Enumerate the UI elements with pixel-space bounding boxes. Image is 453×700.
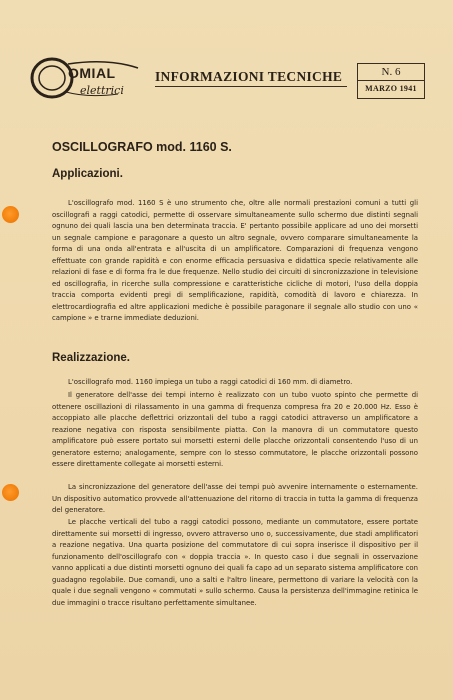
document-title: OSCILLOGRAFO mod. 1160 S.: [52, 140, 232, 154]
logo-subtitle: elettrici: [80, 84, 124, 97]
paragraph: L'oscillografo mod. 1160 S è uno strumento che, oltre alle normali prestazioni comuni a tutti gli oscillografi a raggi catodici, permette di osservare simultaneamente sullo schermo due distinti segnali ognuno dei quali lascia una ben determinata traccia. E' pertanto possibile applicare ad uno dei morsetti un segnale campione e paragonare a questo un altro segnale, ovvero comparare simultaneamente la forma di una onda all'entrata e all'uscita di un amplificatore. Comparazioni di frequenza vengono effettuate con grande rapidità e con enorme efficacia persuasiva e didattica specie relativamente alle relazioni di fase e di forma fra le due frequenze. Nello studio dei circuiti di sincronizzazione in televisione ed oscillografia, in ricerche sulla compressione e caratteristiche cicliche di motori, l'uso della doppia traccia comporta evidenti pregi di semplificazione, rapidità, comodità di lavoro e chiarezza. In elettrocardiografia ed altre applicazioni mediche è possibile paragonare il segnale allo studio con uno « campione » e trarne immediate deduzioni.: [52, 199, 418, 322]
section-heading-realizzazione: Realizzazione.: [52, 352, 130, 364]
header-rule: [155, 86, 347, 87]
paragraph: La sincronizzazione del generatore dell'asse dei tempi può avvenire internamente o esternamente. Un dispositivo automatico provvede all'attenuazione del ritorno di traccia in tutta la gamma di frequenza del generatore.: [52, 483, 418, 514]
issue-number: N. 6: [381, 66, 401, 78]
paragraph: Le placche verticali del tubo a raggi catodici possono, mediante un commutatore, essere portate direttamente sui morsetti di ingresso, ovvero attraverso uno o, successivamente, due stadi amplificatori a reazione negativa. Una quarta posizione del commutatore di cui sopra inserisce il dispositivo per il funzionamento dell'oscillografo con « doppia traccia ». In questo caso i due segnali in osservazione vanno applicati a due distinti morsetti ognuno dei quali fa capo ad un separato sistema amplificatore con guadagno regolabile. Due comandi, uno a salti e l'altro lineare, permettono di variare la velocità con la quale i due segnali vengono « commutati » sullo schermo. Causa la persistenza dell'immagine retinica le due immagini o tracce risultano perfettamente simultanee.: [52, 518, 418, 607]
punch-hole: [2, 206, 19, 223]
issue-date: MARZO 1941: [365, 84, 417, 93]
section-heading-applicazioni: Applicazioni.: [52, 168, 123, 180]
company-logo: [28, 54, 146, 102]
issue-box: [357, 63, 425, 99]
logo-name: OMIAL: [68, 65, 116, 81]
paragraph: L'oscillografo mod. 1160 impiega un tubo a raggi catodici di 160 mm. di diametro.: [68, 378, 353, 386]
paragraph: Il generatore dell'asse dei tempi interno è realizzato con un tubo vuoto spinto che permette di ottenere oscillazioni di rilassamento in una gamma di frequenza compresa fra 20 e 20.000 Hz. Esso è accoppiato alle placche deflettrici orizzontali del tubo a raggi catodici attraverso un amplificatore a reazione negativa con risposta sensibilmente piatta. Con la manovra di un commutatore questo amplificatore può essere portato sui morsetti esterni delle placche orizzontali consentendo l'uso di un generatore esterno; analogamente, sempre con lo stesso commutatore, le placche orizzontali possono essere direttamente collegate ai morsetti esterni.: [52, 391, 418, 468]
header-title: INFORMAZIONI TECNICHE: [155, 69, 343, 84]
punch-hole: [2, 484, 19, 501]
